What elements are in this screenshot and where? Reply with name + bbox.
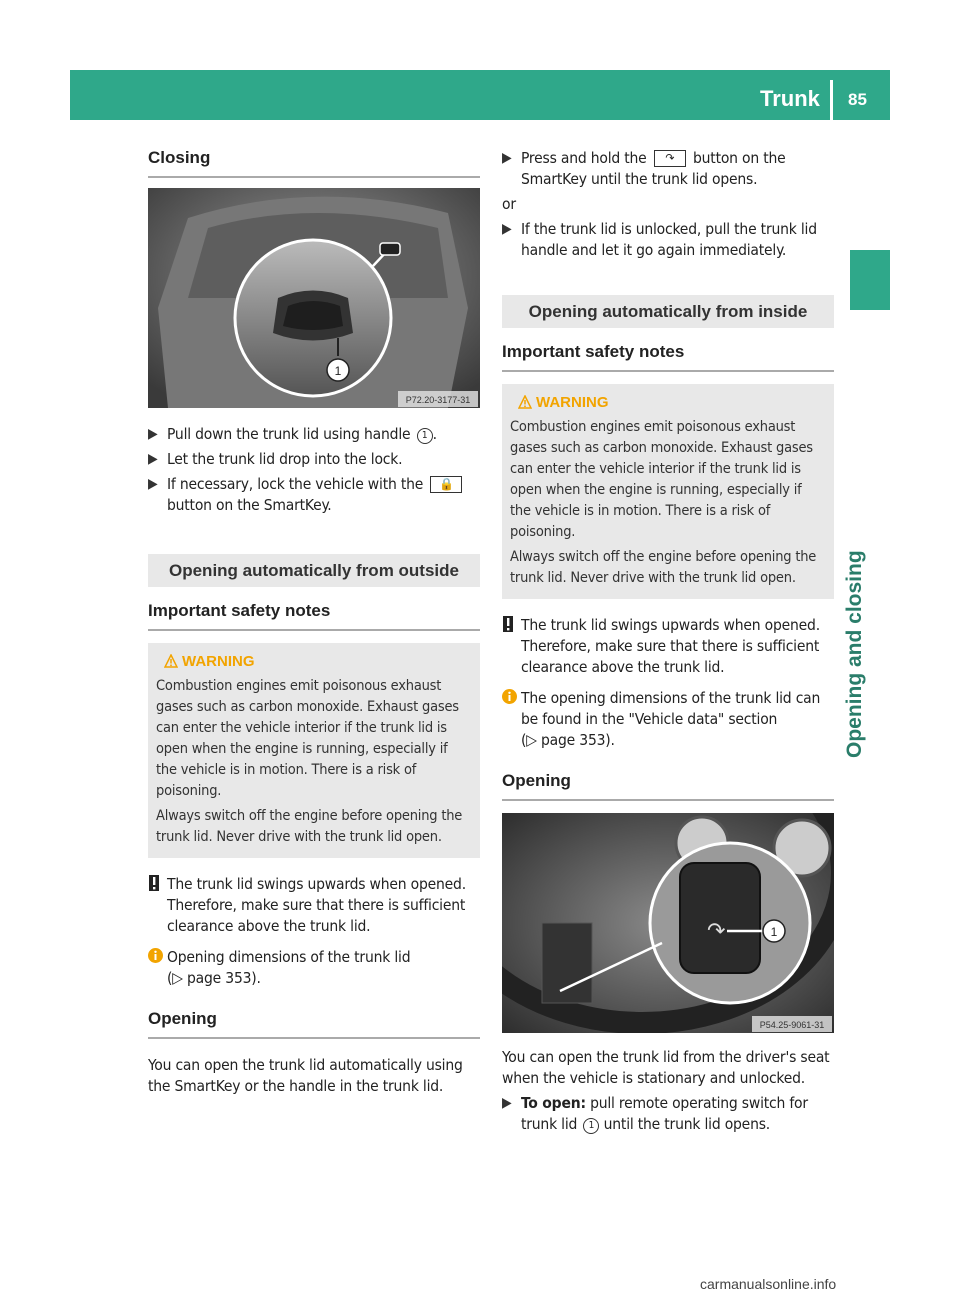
- info-note-right: The opening dimensions of the trunk lid can be found in the "Vehicle data" section (▷ page 353).: [502, 688, 834, 751]
- footer-watermark: carmanualsonline.info: [700, 1276, 837, 1292]
- side-tab-label: Opening and closing: [843, 550, 866, 758]
- closing-heading: Closing: [148, 148, 480, 178]
- opening-heading-right: Opening: [502, 771, 834, 801]
- trunk-handle-image: [148, 188, 480, 408]
- trunk-open-icon: ↷: [654, 150, 686, 167]
- right-column: [502, 148, 834, 1139]
- warning-triangle-icon: [518, 395, 532, 409]
- opening-text-left: You can open the trunk lid automatically using the SmartKey or the handle in the trunk lid.: [148, 1056, 463, 1095]
- page-ref-icon: ▷: [172, 969, 183, 987]
- step-marker-icon: ▶: [502, 221, 512, 237]
- page-ref-icon: ▷: [526, 731, 537, 749]
- info-note-left: Opening dimensions of the trunk lid (▷ page 353).: [148, 947, 480, 989]
- header-divider: [830, 80, 833, 120]
- step-marker-icon: ▶: [148, 426, 158, 442]
- step-marker-icon: ▶: [502, 150, 512, 166]
- info-icon: [148, 948, 163, 967]
- caution-icon: [502, 616, 514, 636]
- warning-triangle-icon: [164, 654, 178, 668]
- warning-heading: WARNING: [156, 653, 472, 670]
- warning-text-1: Combustion engines emit poisonous exhaust gases such as carbon monoxide. Exhaust gases can enter the vehicle interior if the trunk lid is open when the engine is running, especially if the vehicle is in motion. There is a risk of poisoning.: [510, 419, 813, 540]
- callout-1-icon: 1: [417, 428, 433, 444]
- lock-icon: 🔒: [430, 476, 462, 493]
- to-open-step: ▶ To open: pull remote operating switch for trunk lid 1 until the trunk lid opens.: [502, 1094, 808, 1133]
- closing-step-1: ▶ Pull down the trunk lid using handle 1 .: [148, 425, 437, 443]
- opening-text-right: You can open the trunk lid from the driver's seat when the vehicle is stationary and unlocked.: [502, 1048, 830, 1087]
- step-marker-icon: ▶: [502, 1095, 512, 1111]
- warning-heading: WARNING: [510, 394, 826, 411]
- left-column: [148, 148, 480, 1097]
- image2-code: P54.25-9061-31: [759, 1020, 825, 1030]
- image2-callout: 1: [770, 925, 778, 939]
- warning-box-right: [502, 384, 834, 599]
- safety-heading-right: Important safety notes: [502, 342, 834, 372]
- warning-text-1: Combustion engines emit poisonous exhaust gases such as carbon monoxide. Exhaust gases can enter the vehicle interior if the trunk lid is open when the engine is running, especially if the vehicle is in motion. There is a risk of poisoning.: [156, 678, 459, 799]
- opening-step-smartkey: ▶ Press and hold the ↷ button on the SmartKey until the trunk lid opens.: [502, 149, 786, 188]
- page-number: 85: [848, 90, 867, 109]
- trunk-handle-illustration: [148, 188, 480, 408]
- remote-switch-illustration: [502, 813, 834, 1033]
- info-icon: [502, 689, 517, 708]
- warning-text-2: Always switch off the engine before opening the trunk lid. Never drive with the trunk lid open.: [510, 549, 817, 586]
- trunk-switch-icon: ↷: [707, 919, 726, 944]
- closing-step-2: ▶ Let the trunk lid drop into the lock.: [148, 450, 403, 468]
- callout-1-icon: 1: [583, 1118, 599, 1134]
- warning-text-2: Always switch off the engine before opening the trunk lid. Never drive with the trunk lid open.: [156, 808, 463, 845]
- safety-heading-left: Important safety notes: [148, 601, 480, 631]
- closing-step-3: ▶ If necessary, lock the vehicle with the 🔒 button on the SmartKey.: [148, 474, 480, 516]
- caution-note-left: The trunk lid swings upwards when opened. Therefore, make sure that there is sufficient clearance above the trunk lid.: [148, 874, 480, 937]
- or-text: or: [502, 195, 516, 213]
- image1-code: P72.20-3177-31: [405, 395, 471, 405]
- opening-step-handle: ▶ If the trunk lid is unlocked, pull the trunk lid handle and let it go again immediately.: [502, 220, 817, 259]
- section-heading-inside: Opening automatically from inside: [502, 295, 834, 328]
- section-heading-outside: Opening automatically from outside: [148, 554, 480, 587]
- warning-box-left: [148, 643, 480, 858]
- step-marker-icon: ▶: [148, 451, 158, 467]
- side-tab-marker: [850, 250, 890, 310]
- step-marker-icon: ▶: [148, 476, 158, 492]
- remote-switch-image: [502, 813, 834, 1033]
- header-title: Trunk: [760, 86, 820, 111]
- caution-icon: [148, 875, 160, 895]
- caution-note-right: The trunk lid swings upwards when opened. Therefore, make sure that there is sufficient clearance above the trunk lid.: [502, 615, 834, 678]
- image1-callout: 1: [334, 364, 342, 378]
- opening-heading-left: Opening: [148, 1009, 480, 1039]
